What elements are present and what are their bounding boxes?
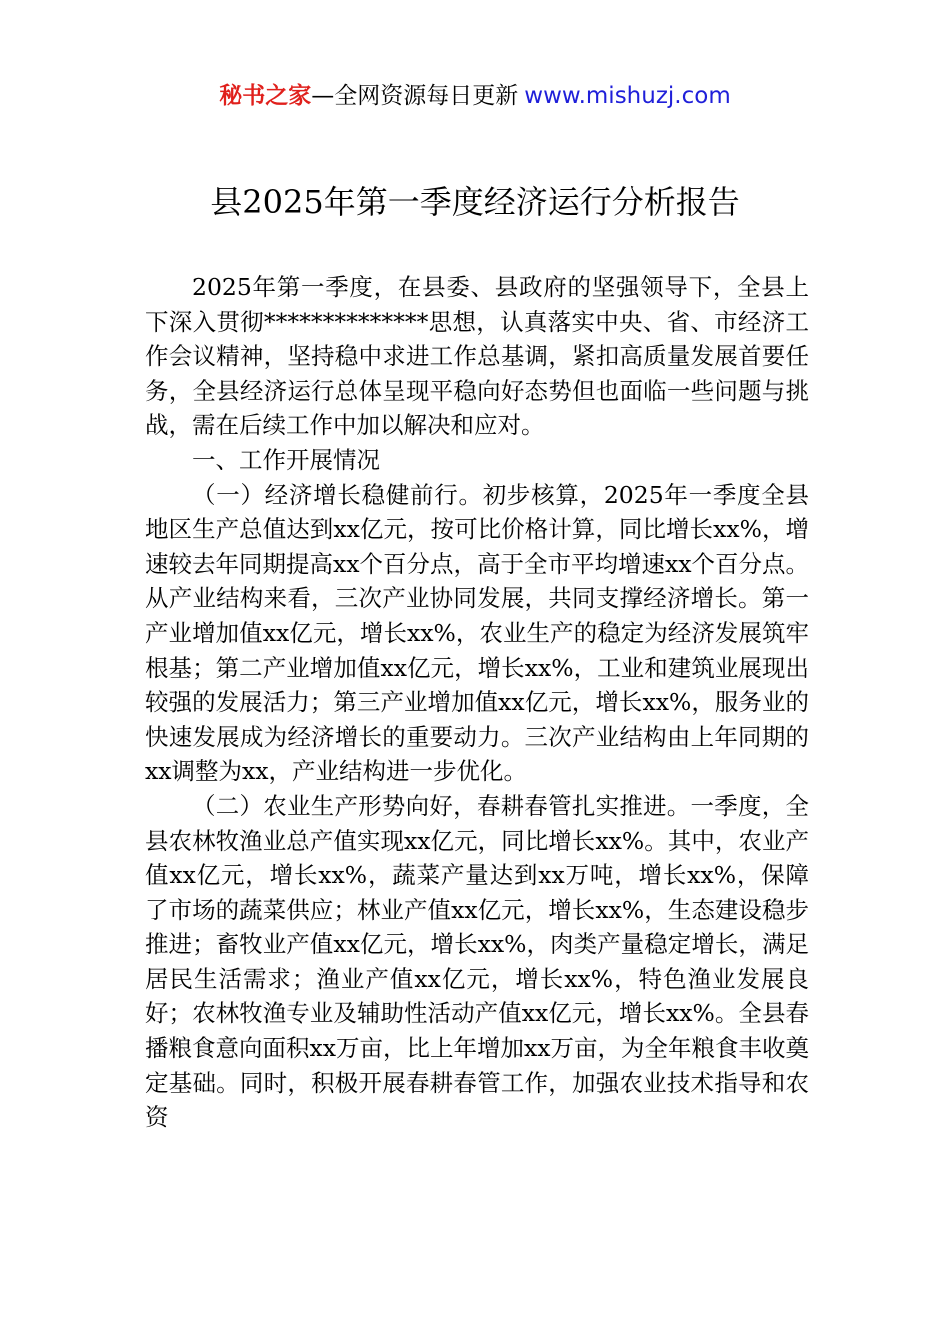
- site-link[interactable]: www.mishuzj.com: [524, 83, 731, 109]
- document-body: [145, 270, 809, 1135]
- brand-name: 秘书之家: [219, 83, 312, 109]
- site-header: [0, 80, 950, 112]
- header-tagline: —全网资源每日更新: [311, 83, 519, 109]
- paragraph-agriculture: （二）农业生产形势向好，春耕春管扎实推进。一季度，全县农林牧渔业总产值实现xx亿元，同比增长xx%。其中，农业产值xx亿元，增长xx%，蔬菜产量达到xx万吨，增长xx%，保障了市场的蔬菜供应；林业产值xx亿元，增长xx%，生态建设稳步推进；畜牧业产值xx亿元，增长xx%，肉类产量稳定增长，满足居民生活需求；渔业产值xx亿元，增长xx%，特色渔业发展良好；农林牧渔专业及辅助性活动产值xx亿元，增长xx%。全县春播粮食意向面积xx万亩，比上年增加xx万亩，为全年粮食丰收奠定基础。同时，积极开展春耕春管工作，加强农业技术指导和农资: [145, 791, 810, 1132]
- section-heading: 一、工作开展情况: [192, 445, 380, 474]
- intro-paragraph: 2025年第一季度，在县委、县政府的坚强领导下，全县上下深入贯彻**************思想，认真落实中央、省、市经济工作会议精神，坚持稳中求进工作总基调，紧扣高质量发展首要任务，全县经济运行总体呈现平稳向好态势但也面临一些问题与挑战，需在后续工作中加以解决和应对。: [145, 273, 809, 440]
- document-title: 县2025年第一季度经济运行分析报告: [210, 183, 740, 221]
- paragraph-economic-growth: （一）经济增长稳健前行。初步核算，2025年一季度全县地区生产总值达到xx亿元，按可比价格计算，同比增长xx%，增速较去年同期提高xx个百分点，高于全市平均增速xx个百分点。从产业结构来看，三次产业协同发展，共同支撑经济增长。第一产业增加值xx亿元，增长xx%，农业生产的稳定为经济发展筑牢根基；第二产业增加值xx亿元，增长xx%，工业和建筑业展现出较强的发展活力；第三产业增加值xx亿元，增长xx%，服务业的快速发展成为经济增长的重要动力。三次产业结构由上年同期的xx调整为xx，产业结构进一步优化。: [145, 480, 810, 786]
